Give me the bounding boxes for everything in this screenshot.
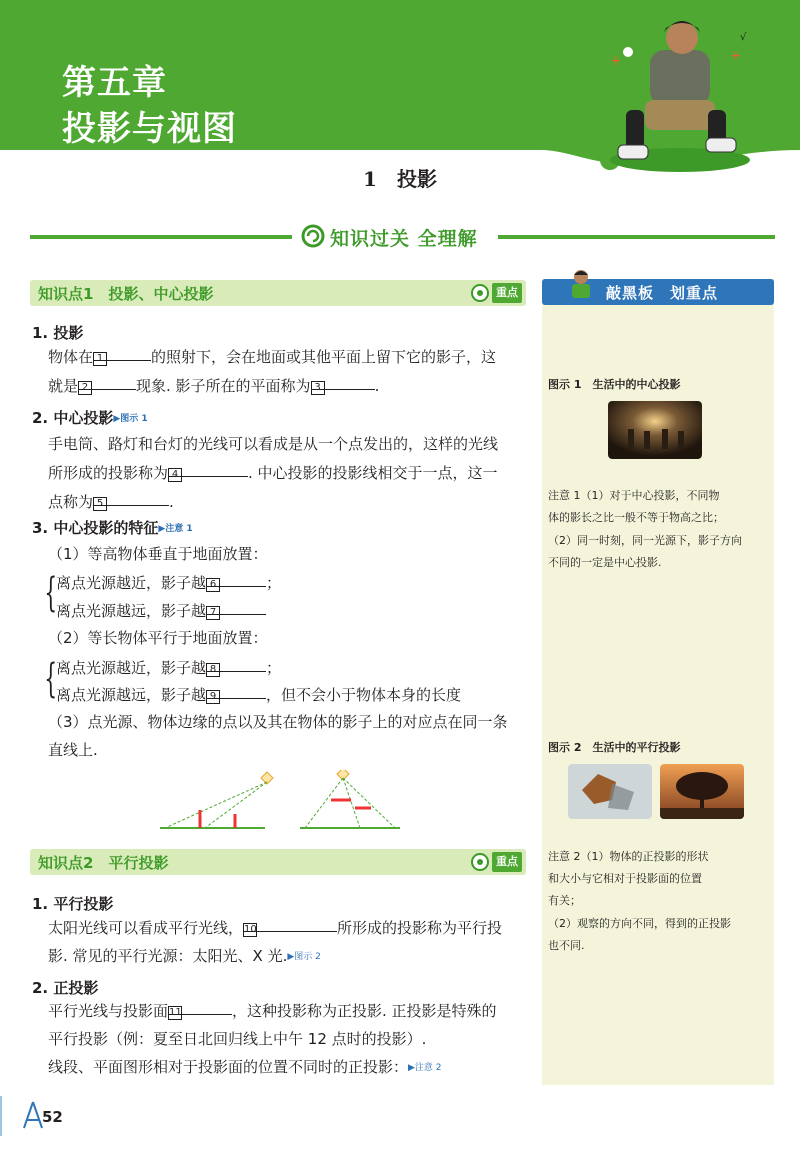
swirl-icon xyxy=(300,223,326,249)
fill-blank-8[interactable] xyxy=(206,654,266,675)
ray xyxy=(165,782,267,828)
footer-divider xyxy=(0,1096,2,1136)
section-title: 1 投影 xyxy=(363,167,437,191)
note-2 xyxy=(548,846,709,867)
fill-blank-1[interactable] xyxy=(93,343,151,364)
text: 影. 常见的平行光源：太阳光、X 光. xyxy=(48,947,288,965)
boy-icon xyxy=(562,267,600,303)
figure-ref-link[interactable]: ▶图示 1 xyxy=(113,414,148,424)
blank-number: 8 xyxy=(206,663,220,677)
text: 1（1）对于中心投影，不同物 xyxy=(573,489,720,502)
note-2-line2: 和大小与它相对于投影面的位置 xyxy=(548,872,702,885)
heading-orthographic: 2. 正投影 xyxy=(32,979,99,997)
fill-blank-4[interactable] xyxy=(168,459,248,480)
text: 离点光源越远，影子越 xyxy=(56,602,207,620)
text: 所形成的投影称为平行投 xyxy=(337,919,503,937)
section-banner xyxy=(30,222,775,252)
para-projection-line2 xyxy=(48,372,379,401)
svg-text:√: √ xyxy=(740,32,747,43)
fill-blank-7[interactable] xyxy=(206,597,266,618)
text: . xyxy=(169,493,174,511)
side-panel xyxy=(542,279,774,1085)
text: 3. 中心投影的特征 xyxy=(32,519,159,537)
fill-blank-2[interactable] xyxy=(78,372,136,393)
svg-text:+: + xyxy=(610,53,622,69)
blank-number: 6 xyxy=(206,578,220,592)
blank-number: 10 xyxy=(244,924,257,935)
note-1-line3: （2）同一时刻，同一光源下，影子方向 xyxy=(548,534,742,547)
ray xyxy=(305,778,343,828)
text: ，这种投影称为正投影. 正投影是特殊的 xyxy=(232,1002,497,1020)
para-parallel-line1 xyxy=(48,914,502,943)
feature-1b xyxy=(56,597,266,626)
kp1-label: 知识点1 投影、中心投影 xyxy=(38,285,214,303)
page-number: 52 xyxy=(42,1108,63,1126)
text: . xyxy=(374,377,380,395)
sunset-tree-photo xyxy=(660,764,744,819)
leaf-shadow-photo xyxy=(568,764,652,819)
blank-number: 5 xyxy=(93,497,107,511)
blank-number: 4 xyxy=(168,468,182,482)
banner-line-right xyxy=(498,235,775,239)
para-central-line1: 手电筒、路灯和台灯的光线可以看成是从一个点发出的，这样的光线 xyxy=(48,435,499,453)
note-ref-link[interactable]: ▶注意 1 xyxy=(158,524,193,534)
ray xyxy=(343,778,395,828)
heading-central-projection xyxy=(32,407,148,428)
text: 所形成的投影称为 xyxy=(48,464,169,482)
text: 1 生活中的中心投影 xyxy=(573,378,681,391)
para-parallel-line2 xyxy=(48,942,321,972)
brace-1: { xyxy=(44,570,58,616)
feature-1a xyxy=(56,569,281,598)
figure-tag: 图示 xyxy=(548,741,570,754)
central-projection-photo xyxy=(608,401,702,459)
note-2-line5: 也不同. xyxy=(548,939,585,952)
text: 2（1）物体的正投影的形状 xyxy=(573,850,709,863)
para-ortho-line1 xyxy=(48,997,497,1026)
feature-1: （1）等高物体垂直于地面放置： xyxy=(48,545,268,563)
central-projection-diagram xyxy=(155,770,405,834)
banner-title: 知识过关 全理解 xyxy=(330,228,478,250)
para-central-line3 xyxy=(48,488,174,517)
note-ref-link[interactable]: ▶注意 2 xyxy=(408,1063,442,1073)
para-ortho-line3 xyxy=(48,1053,442,1083)
banner-line-left xyxy=(30,235,292,239)
text: 太阳光线可以看成平行光线， xyxy=(48,919,244,937)
text: . 中心投影的投影线相交于一点，这一 xyxy=(248,464,498,482)
target-icon xyxy=(470,852,490,872)
chapter-number: 第五章 xyxy=(62,63,167,103)
blank-number: 7 xyxy=(206,606,220,620)
blank-number: 3 xyxy=(311,381,325,395)
note-1-line2: 体的影长之比一般不等于物高之比； xyxy=(548,511,724,524)
brace-2: { xyxy=(44,656,58,702)
text: 离点光源越近，影子越 xyxy=(56,659,207,677)
figure-tag: 图示 xyxy=(548,378,570,391)
heading-projection: 1. 投影 xyxy=(32,324,84,342)
key-point-tag: 重点 xyxy=(492,852,522,872)
fill-blank-10[interactable] xyxy=(243,914,337,935)
side-panel-header xyxy=(542,279,774,305)
text: 线段、平面图形相对于投影面的位置不同时的正投影： xyxy=(48,1058,409,1076)
kp2-label: 知识点2 平行投影 xyxy=(38,854,169,872)
key-point-tag: 重点 xyxy=(492,283,522,303)
para-projection-line1 xyxy=(48,343,496,372)
target-icon xyxy=(470,283,490,303)
heading-central-features xyxy=(32,517,193,538)
blank-number: 9 xyxy=(206,690,220,704)
text: 2 生活中的平行投影 xyxy=(573,741,681,754)
blank-number: 1 xyxy=(93,352,107,366)
blank-number: 2 xyxy=(78,381,92,395)
text: 离点光源越近，影子越 xyxy=(56,574,207,592)
fill-blank-6[interactable] xyxy=(206,569,266,590)
feature-2: （2）等长物体平行于地面放置： xyxy=(48,629,268,647)
knowledge-point-1-bar xyxy=(30,280,526,306)
text: 就是 xyxy=(48,377,79,395)
feature-2a xyxy=(56,654,281,683)
para-ortho-line2: 平行投影（例：夏至日北回归线上中午 12 点时的投影）. xyxy=(48,1030,427,1048)
blank-number: 11 xyxy=(169,1007,182,1018)
feature-3-line2: 直线上. xyxy=(48,741,98,759)
text: 点称为 xyxy=(48,493,94,511)
fill-blank-5[interactable] xyxy=(93,488,169,509)
side-panel-title: 敲黑板 划重点 xyxy=(606,284,719,302)
fill-blank-11[interactable] xyxy=(168,997,232,1018)
text: ； xyxy=(266,659,282,677)
chapter-title: 投影与视图 xyxy=(62,109,237,149)
heading-parallel-projection: 1. 平行投影 xyxy=(32,895,114,913)
text: 平行光线与投影面 xyxy=(48,1002,169,1020)
feature-3-line1: （3）点光源、物体边缘的点以及其在物体的影子上的对应点在同一条 xyxy=(48,713,508,731)
note-tag: 注意 xyxy=(548,850,570,863)
note-2-line4: （2）观察的方向不同，得到的正投影 xyxy=(548,917,731,930)
note-tag: 注意 xyxy=(548,489,570,502)
note-1-line4: 不同的一定是中心投影. xyxy=(548,556,662,569)
text: 2. 中心投影 xyxy=(32,409,114,427)
figure-2-caption xyxy=(548,737,681,758)
feature-2b xyxy=(56,681,461,710)
figure-1-caption xyxy=(548,374,681,395)
text: ，但不会小于物体本身的长度 xyxy=(266,686,462,704)
text: ； xyxy=(266,574,282,592)
fill-blank-3[interactable] xyxy=(311,372,375,393)
text: 现象. 影子所在的平面称为 xyxy=(136,377,311,395)
note-2-line3: 有关； xyxy=(548,894,581,907)
text: 的照射下，会在地面或其他平面上留下它的影子，这 xyxy=(151,348,497,366)
svg-text:+: + xyxy=(730,48,742,64)
note-1 xyxy=(548,485,720,506)
text: 离点光源越远，影子越 xyxy=(56,686,207,704)
fill-blank-9[interactable] xyxy=(206,681,266,702)
knowledge-point-2-bar xyxy=(30,849,526,875)
text: 物体在 xyxy=(48,348,94,366)
figure-ref-link[interactable]: ▶图示 2 xyxy=(287,952,321,962)
student-illustration xyxy=(590,10,770,180)
para-central-line2 xyxy=(48,459,498,488)
